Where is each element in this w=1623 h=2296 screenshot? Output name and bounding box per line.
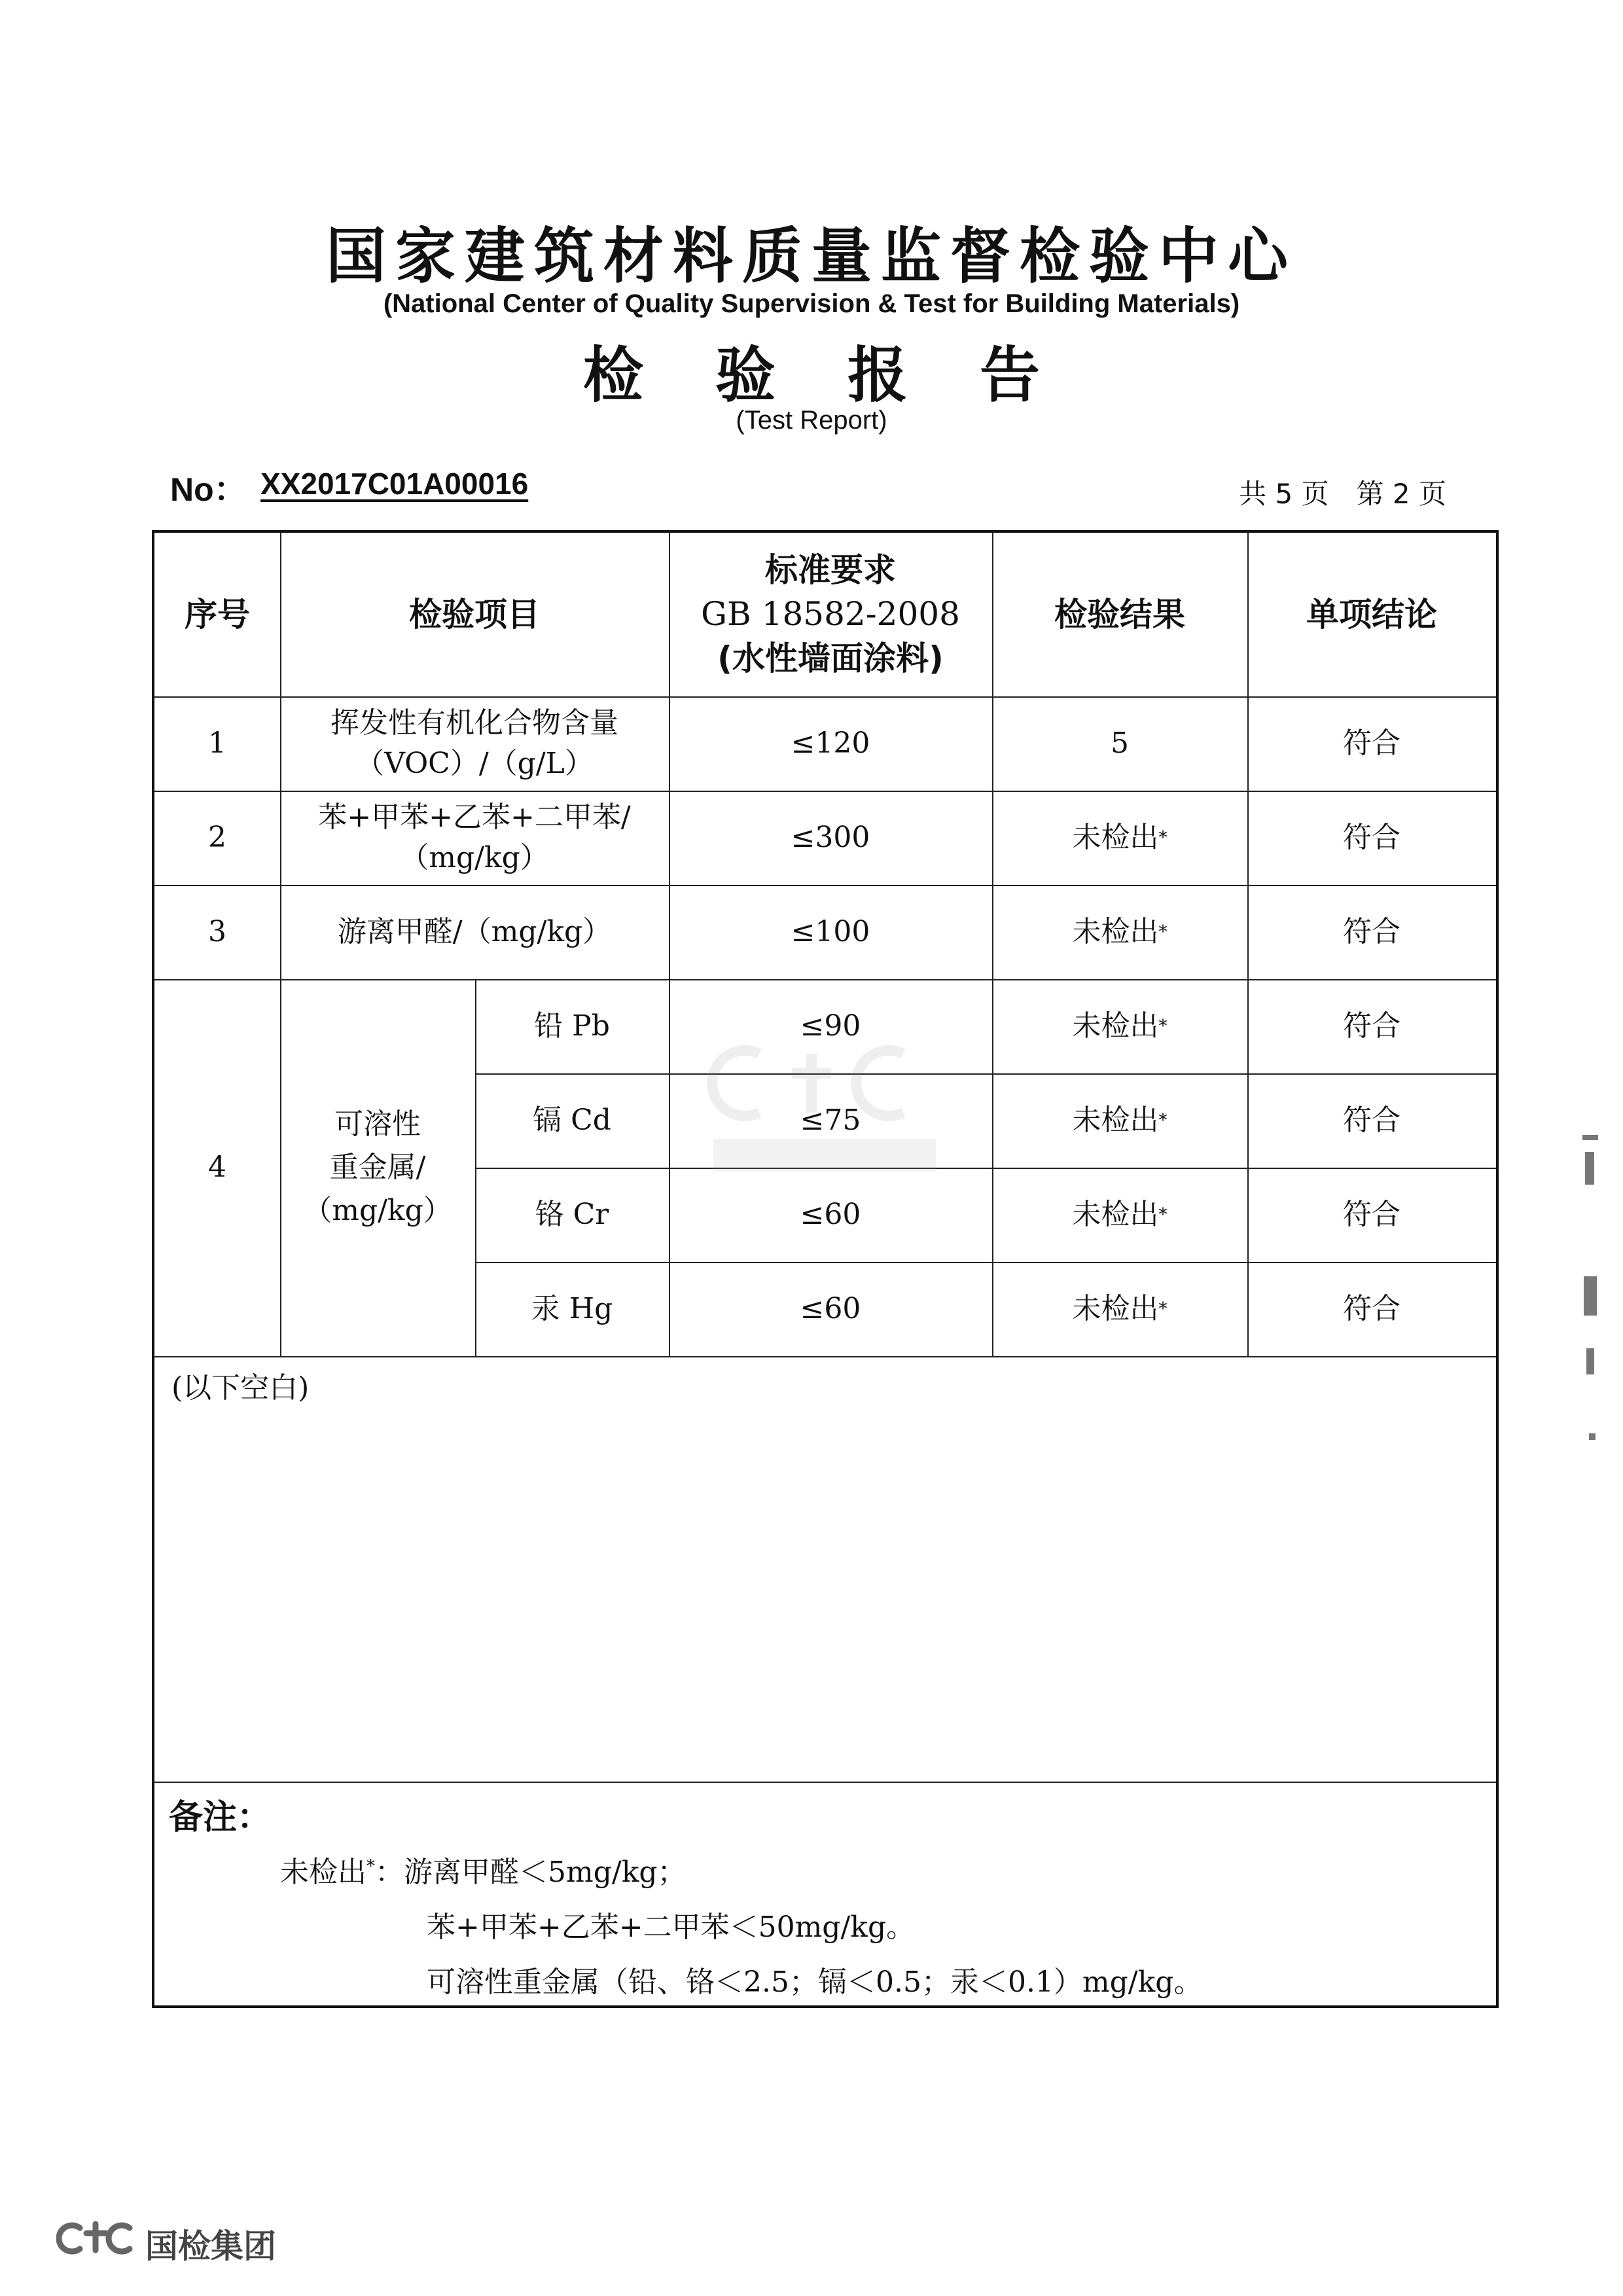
ctc-logo-icon: [56, 2219, 141, 2258]
remark-term: 未检出: [280, 1856, 366, 1889]
row2-result-mark: *: [1158, 827, 1168, 848]
header-seq: 序号: [185, 596, 250, 634]
table-rule: [154, 1782, 1496, 1783]
metal-pb-result: [992, 979, 1247, 1073]
header-standard-scope: (水性墙面涂料): [717, 639, 944, 677]
remarks-label: 备注：: [169, 1798, 272, 1837]
row4-seq: 4: [208, 1151, 226, 1185]
row4-group-label: [280, 979, 475, 1356]
metal-pb-conclusion: 符合: [1343, 1009, 1400, 1043]
remark-line-2: 苯+甲苯+乙苯+二甲苯＜50mg/kg。: [427, 1910, 916, 1944]
row1-item: [280, 696, 669, 791]
results-table: [152, 530, 1499, 2008]
org-subtitle: (National Center of Quality Supervision & Test for Building Materials): [383, 289, 1240, 318]
doc-title: 检验报告: [582, 340, 1112, 410]
row1-result: [992, 696, 1247, 791]
watermark-text-block: [713, 1139, 936, 1172]
metal-hg-result-mark: *: [1158, 1299, 1168, 1319]
row3-standard: ≤100: [791, 915, 870, 949]
metal-cd-result-text: 未检出: [1072, 1103, 1159, 1138]
metal-cd-conclusion: 符合: [1343, 1103, 1400, 1138]
row1-item-unit: （VOC）/（g/L）: [355, 747, 594, 780]
logo-c2: [109, 2225, 130, 2251]
ctc-watermark-icon: [687, 1028, 962, 1185]
report-number: XX2017C01A00016: [260, 467, 529, 501]
row3-result: [992, 885, 1247, 979]
row3-result-text: 未检出: [1072, 915, 1159, 949]
metal-cd-result: [992, 1073, 1247, 1168]
metal-cr-standard: ≤60: [800, 1198, 861, 1232]
metal-hg-result-text: 未检出: [1072, 1292, 1159, 1326]
header-conclusion: 单项结论: [1306, 596, 1437, 634]
row3-item: 游离甲醛/（mg/kg）: [337, 915, 612, 949]
row1-result-text: 5: [1111, 726, 1129, 761]
metal-cd-standard: ≤75: [800, 1103, 861, 1138]
edge-mark: [1585, 1152, 1594, 1185]
row2-standard: ≤300: [791, 821, 870, 855]
row2-result-text: 未检出: [1072, 821, 1159, 855]
blank-below-note: (以下空白): [171, 1371, 310, 1405]
header-standard-code: GB 18582-2008: [701, 595, 960, 634]
row2-item-name: 苯+甲苯+乙苯+二甲苯/: [318, 800, 631, 834]
row4-label-line3: （mg/kg）: [303, 1194, 452, 1227]
row2-seq: 2: [208, 821, 226, 855]
row2-item: [280, 791, 669, 885]
header-result: 检验结果: [1054, 596, 1185, 634]
metal-pb-result-text: 未检出: [1072, 1009, 1159, 1043]
metal-cr-result: [992, 1168, 1247, 1262]
metal-pb-result-mark: *: [1158, 1016, 1168, 1036]
metal-pb-name: 铅 Pb: [534, 1009, 610, 1043]
remark-line-1: [280, 1848, 687, 1890]
row3-result-mark: *: [1158, 922, 1168, 942]
remark-line-3: 可溶性重金属（铅、铬＜2.5；镉＜0.5；汞＜0.1）mg/kg。: [427, 1965, 1203, 1999]
edge-mark: [1582, 1135, 1598, 1140]
header-item: 检验项目: [409, 596, 540, 634]
remark-mark: *: [366, 1856, 375, 1876]
watermark-c2: [856, 1050, 903, 1116]
footer-brand: 国检集团: [145, 2227, 276, 2265]
row1-standard: ≤120: [791, 726, 870, 761]
edge-mark: [1584, 1276, 1597, 1316]
row1-item-name: 挥发性有机化合物含量: [330, 706, 618, 740]
edge-mark: [1586, 1348, 1594, 1374]
row4-label-line2: 重金属/: [329, 1151, 426, 1184]
scan-edge-marks: [1577, 1132, 1603, 1460]
row2-conclusion: 符合: [1343, 821, 1400, 855]
watermark-c: [712, 1050, 759, 1116]
metal-cr-name: 铬 Cr: [535, 1198, 609, 1232]
metal-hg-result: [992, 1262, 1247, 1356]
row2-result: [992, 791, 1247, 885]
metal-hg-name: 汞 Hg: [531, 1292, 613, 1326]
row2-item-unit: （mg/kg）: [400, 841, 549, 874]
metal-cd-name: 镉 Cd: [533, 1103, 611, 1138]
org-title: 国家建筑材料质量监督检验中心: [325, 221, 1297, 291]
header-standard-title: 标准要求: [765, 550, 896, 589]
report-no-label: No：: [170, 471, 247, 508]
header-standard: [669, 533, 992, 696]
metal-cr-result-mark: *: [1158, 1204, 1168, 1225]
metal-cr-result-text: 未检出: [1072, 1198, 1159, 1232]
remark-line-1-text: ：游离甲醛＜5mg/kg；: [375, 1856, 687, 1889]
edge-mark: [1589, 1433, 1596, 1440]
watermark-t: [792, 1054, 831, 1113]
row4-label-line1: 可溶性: [334, 1107, 421, 1141]
logo-t: [86, 2224, 106, 2250]
metal-pb-standard: ≤90: [800, 1009, 861, 1043]
page-info: 共 5 页 第 2 页: [1239, 478, 1446, 510]
row3-conclusion: 符合: [1343, 915, 1400, 949]
metal-hg-standard: ≤60: [800, 1292, 861, 1326]
row3-seq: 3: [208, 915, 226, 949]
metal-cr-conclusion: 符合: [1343, 1198, 1400, 1232]
logo-c: [59, 2225, 80, 2251]
table-rule: [154, 1356, 1496, 1357]
row1-conclusion: 符合: [1343, 726, 1400, 761]
doc-subtitle: (Test Report): [736, 406, 887, 435]
metal-hg-conclusion: 符合: [1343, 1292, 1400, 1326]
row1-seq: 1: [208, 726, 226, 761]
metal-cd-result-mark: *: [1158, 1110, 1168, 1130]
